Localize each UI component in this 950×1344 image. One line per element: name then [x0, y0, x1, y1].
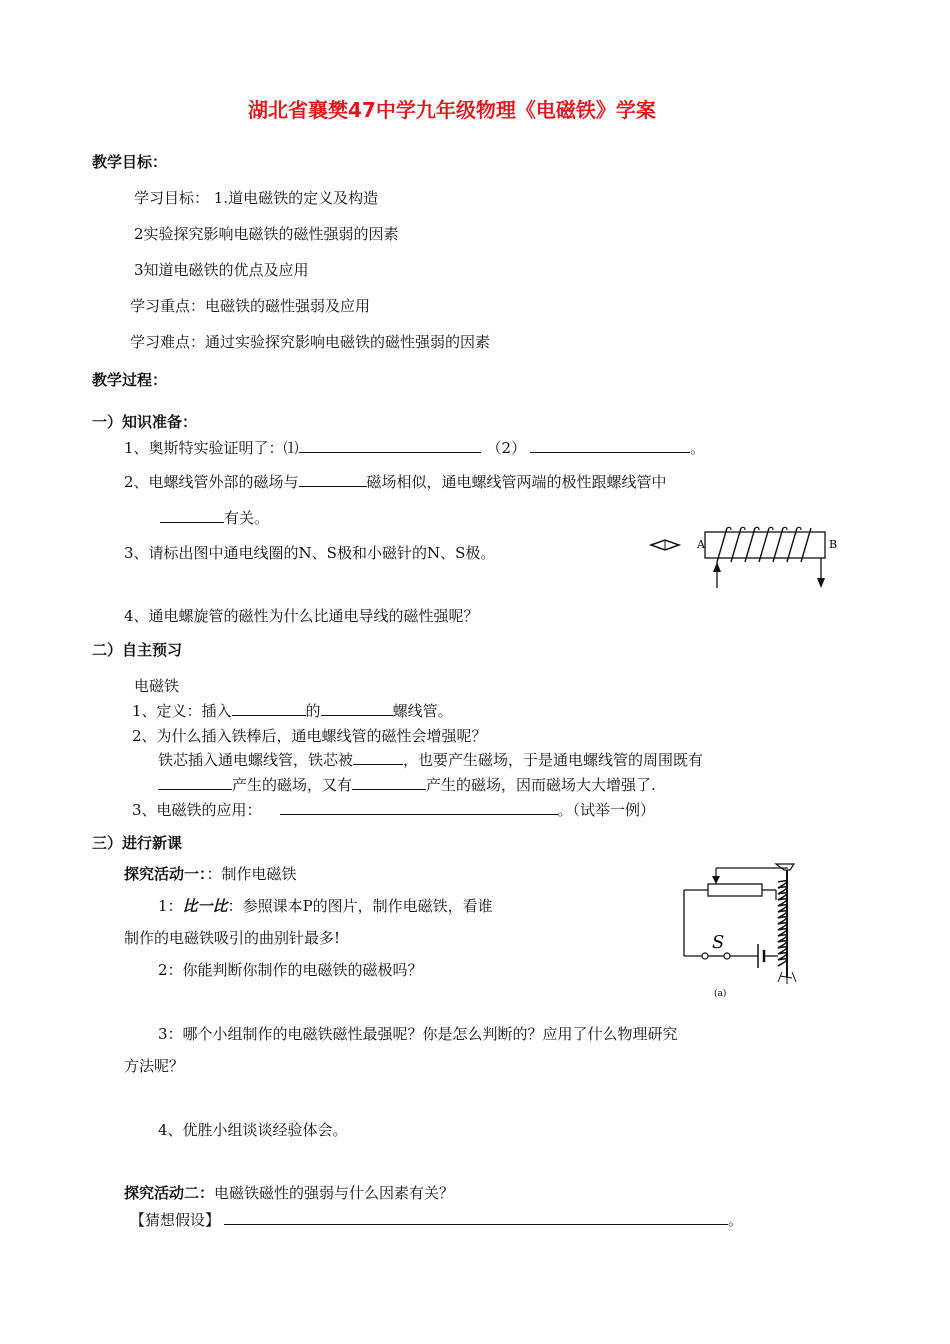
- d3-end: 。（试举一例）: [557, 801, 656, 819]
- objectives-heading: 教学目标：: [92, 153, 168, 171]
- d2-ans-b: ，也要产生磁场，于是通电螺线管的周围既有: [403, 751, 704, 769]
- activity-1-step-1: [158, 896, 493, 916]
- step1-emphasis: 比一比: [182, 897, 228, 915]
- hypothesis-label: 【猜想假设】: [130, 1211, 221, 1229]
- circuit-figure: [672, 860, 822, 1000]
- d1-mid: 的: [305, 702, 321, 720]
- q2-blank-2[interactable]: [160, 508, 224, 523]
- d2-ans-c: 产生的磁场，又有: [232, 776, 353, 794]
- d2-blank-1[interactable]: [353, 750, 403, 765]
- d1-blank-1[interactable]: [232, 701, 306, 716]
- question-why-iron: 2、为什么插入铁棒后，通电螺线管的磁性会增强呢？: [132, 727, 487, 745]
- objective-difficulty: 学习难点：通过实验探究影响电磁铁的磁性强弱的因素: [130, 333, 491, 351]
- section3-heading: 三）进行新课: [92, 834, 183, 852]
- d2-ans-a: 铁芯插入通电螺线管，铁芯被: [158, 751, 354, 769]
- activity-1-step-3-cont: 方法呢？: [124, 1057, 185, 1075]
- step1-num: 1：: [158, 897, 183, 915]
- question-1: [124, 438, 705, 458]
- activity-2-label: 探究活动二：: [124, 1184, 215, 1202]
- solenoid-label-a: A: [697, 538, 705, 551]
- q2-prefix: 2、电螺线管外部的磁场与: [124, 473, 299, 491]
- solenoid-label-b: B: [829, 538, 838, 551]
- q2-blank-1[interactable]: [299, 472, 367, 487]
- process-heading: 教学过程：: [92, 371, 168, 389]
- question-4: 4、通电螺旋管的磁性为什么比通电导线的磁性强呢？: [124, 607, 479, 625]
- q1-prefix: 1、奥斯特实验证明了：⑴: [124, 439, 299, 457]
- section2-heading: 二）自主预习: [92, 641, 183, 659]
- activity-1-name: ：制作电磁铁: [206, 865, 297, 883]
- application-line: [132, 800, 655, 820]
- objective-goal-2: 2实验探究影响电磁铁的磁性强弱的因素: [134, 225, 399, 243]
- answer-line-2: [158, 775, 656, 795]
- d2-ans-d: 产生的磁场，因而磁场大大增强了.: [426, 776, 656, 794]
- circuit-caption: (a): [714, 989, 727, 999]
- q1-blank-2[interactable]: [530, 438, 690, 453]
- d3-blank[interactable]: [280, 800, 558, 815]
- d2-blank-3[interactable]: [352, 775, 426, 790]
- activity-1-label: 探究活动一：: [124, 865, 207, 883]
- d2-blank-2[interactable]: [158, 775, 232, 790]
- q1-blank-1[interactable]: [299, 438, 481, 453]
- activity-1-step-2: 2：你能判断你制作的电磁铁的磁极吗？: [158, 961, 423, 979]
- q1-mid: （2）: [486, 439, 527, 457]
- activity-1-title: [124, 864, 297, 884]
- q2-end: 有关。: [224, 509, 270, 527]
- activity-1-step-3: 3：哪个小组制作的电磁铁磁性最强呢？你是怎么判断的？应用了什么物理研究: [158, 1025, 678, 1043]
- page-title: 湖北省襄樊47中学九年级物理《电磁铁》学案: [248, 98, 656, 122]
- hypothesis-end: 。: [728, 1211, 744, 1229]
- q1-end: 。: [690, 439, 706, 457]
- answer-line-1: [158, 750, 703, 770]
- hypothesis-blank[interactable]: [224, 1210, 728, 1225]
- d1-prefix: 1、定义：插入: [132, 702, 232, 720]
- activity-1-step-4: 4、优胜小组谈谈经验体会。: [158, 1121, 348, 1139]
- d1-blank-2[interactable]: [321, 701, 393, 716]
- q2-mid: 磁场相似，通电螺线管两端的极性跟螺线管中: [366, 473, 667, 491]
- objective-goal-3: 3知道电磁铁的优点及应用: [134, 261, 309, 279]
- rheostat: [708, 884, 762, 896]
- switch-label: S: [712, 932, 725, 953]
- objective-goal-1: 学习目标： 1.道电磁铁的定义及构造: [134, 189, 379, 207]
- objective-focus: 学习重点：电磁铁的磁性强弱及应用: [130, 297, 371, 315]
- solenoid-figure: [645, 524, 845, 594]
- activity-2-name: 电磁铁磁性的强弱与什么因素有关？: [214, 1184, 455, 1202]
- question-2: [124, 472, 667, 492]
- hypothesis-line: [130, 1210, 743, 1230]
- activity-1-step-1-cont: 制作的电磁铁吸引的曲别针最多!: [124, 929, 341, 947]
- section2-topic: 电磁铁: [134, 677, 180, 695]
- activity-2-title: [124, 1183, 454, 1203]
- definition-line: [132, 701, 453, 721]
- question-3: 3、请标出图中通电线圈的N、S极和小磁针的N、S极。: [124, 544, 496, 562]
- step1-text: ：参照课本P的图片，制作电磁铁，看谁: [227, 897, 493, 915]
- d1-end: 螺线管。: [392, 702, 453, 720]
- question-2-cont: [160, 508, 269, 528]
- section1-heading: 一）知识准备：: [92, 413, 198, 431]
- d3-prefix: 3、电磁铁的应用：: [132, 801, 262, 819]
